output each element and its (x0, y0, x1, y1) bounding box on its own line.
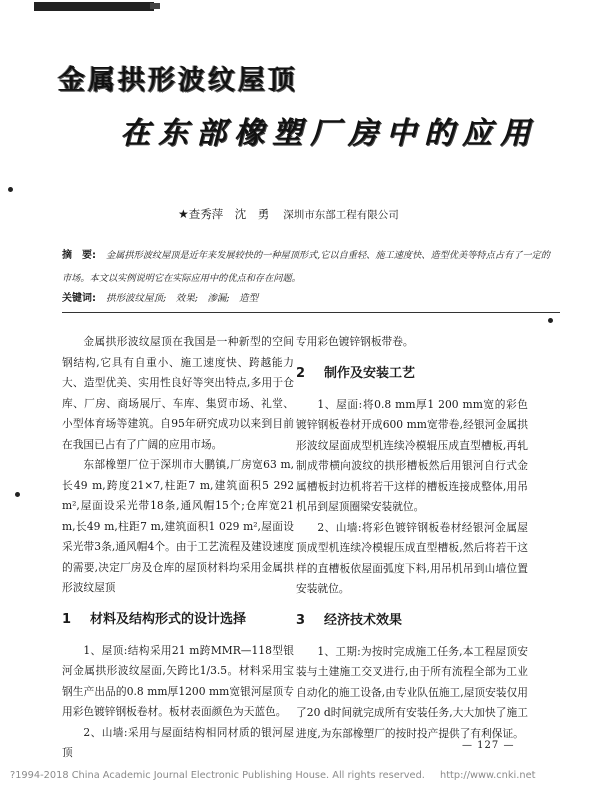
footer-copyright: ?1994-2018 China Academic Journal Electronic Publishing House. All rights reserved. (10, 770, 425, 781)
divider-rule (62, 312, 560, 313)
footer-url[interactable]: http://www.cnki.net (440, 770, 536, 781)
author-line (178, 206, 558, 222)
margin-dot (548, 318, 553, 323)
section-title: 制作及安装工艺 (324, 365, 416, 381)
section-title: 经济技术效果 (324, 612, 403, 628)
paragraph: 1、屋顶:结构采用21 m跨MMR—118型银河金属拱形波纹屋面,矢跨比1/3.5。材料采用宝钢生产出品的0.8 mm厚1200 mm宽银河屋顶专用彩色镀锌钢板卷材。板材表面颜色为天蓝色。 (62, 643, 294, 718)
author-affiliation: 深圳市东部工程有限公司 (283, 209, 399, 221)
author-names: 查秀萍 沈 勇 (188, 207, 270, 221)
section-heading-3 (296, 600, 528, 642)
footer (10, 770, 590, 781)
author-star-icon: ★ (178, 207, 189, 221)
abstract (62, 244, 556, 290)
right-column (296, 332, 528, 744)
section-heading-1 (62, 599, 294, 641)
section-number: 3 (296, 612, 306, 628)
paragraph: 2、山墙:采用与屋面结构相同材质的银河屋顶 (62, 725, 294, 759)
section-title: 材料及结构形式的设计选择 (90, 611, 247, 627)
keywords-text: 拱形波纹屋顶; 效果; 渗漏; 造型 (106, 293, 259, 304)
keywords (62, 289, 556, 304)
header-bar-mark (34, 2, 154, 11)
section-heading-2 (296, 353, 528, 395)
header-bar-mark-small (150, 3, 160, 9)
margin-dot (15, 492, 20, 497)
paragraph: 金属拱形波纹屋顶在我国是一种新型的空间钢结构,它具有自重小、施工速度快、跨越能力大、造型优美、实用性良好等突出特点,多用于仓库、厂房、商场展厅、车库、集贸市场、礼堂、小型体育场等建筑。自95年研究成功以来到目前在我国已占有了广阔的应用市场。 (62, 335, 294, 451)
paragraph: 1、工期:为按时完成施工任务,本工程屋顶安装与土建施工交叉进行,由于所有流程全部为工业自动化的施工设备,由专业队伍施工,屋顶安装仅用了20 d时间就完成所有安装任务,大大加快了施工进度,为东部橡塑厂的按时投产提供了有利保证。 (296, 644, 528, 740)
margin-dot (8, 187, 13, 192)
paragraph: 2、山墙:将彩色镀锌钢板卷材经银河金属屋顶成型机连续冷模辊压成直型槽板,然后将若干这样的直槽板依屋面弧度下料,用吊机吊到山墙位置安装就位。 (296, 520, 528, 595)
section-number: 1 (62, 611, 72, 627)
article-title-line1: 金属拱形波纹屋顶 (58, 65, 298, 96)
abstract-text: 金属拱形波纹屋顶是近年来发展较快的一种屋顶形式,它以自重轻、施工速度快、造型优美等特点占有了一定的市场。本文以实例说明它在实际应用中的优点和存在问题。 (62, 250, 550, 284)
keywords-label: 关键词: (62, 293, 96, 304)
abstract-label: 摘 要: (62, 250, 96, 261)
left-column (62, 332, 294, 764)
paragraph: 东部橡塑厂位于深圳市大鹏镇,厂房宽63 m,长49 m,跨度21×7,柱距7 m,建筑面积5 292 m²,屋面设采光带18条,通风帽15个;仓库宽21 m,长49 m,柱距7 m,建筑面积1 029 m²,屋面设采光带3条,通风帽4个。由于工艺流程及建设速度的需要,决定厂房及仓库的屋顶材料均采用金属拱形波纹屋顶 (62, 458, 294, 594)
page-number: — 127 — (462, 740, 515, 751)
paragraph: 1、屋面:将0.8 mm厚1 200 mm宽的彩色镀锌钢板卷材开成600 mm宽带卷,经银河金属拱形波纹屋面成型机连续冷模辊压成直型槽板,再轧制成带横向波纹的拱形槽板然后用银河自行式金属槽板封边机将若干这样的槽板连接成整体,用吊机吊到屋顶圈梁安装就位。 (296, 397, 528, 513)
section-number: 2 (296, 365, 306, 381)
article-title-line2: 在东部橡塑厂房中的应用 (120, 116, 538, 151)
paragraph: 专用彩色镀锌钢板带卷。 (296, 335, 414, 348)
